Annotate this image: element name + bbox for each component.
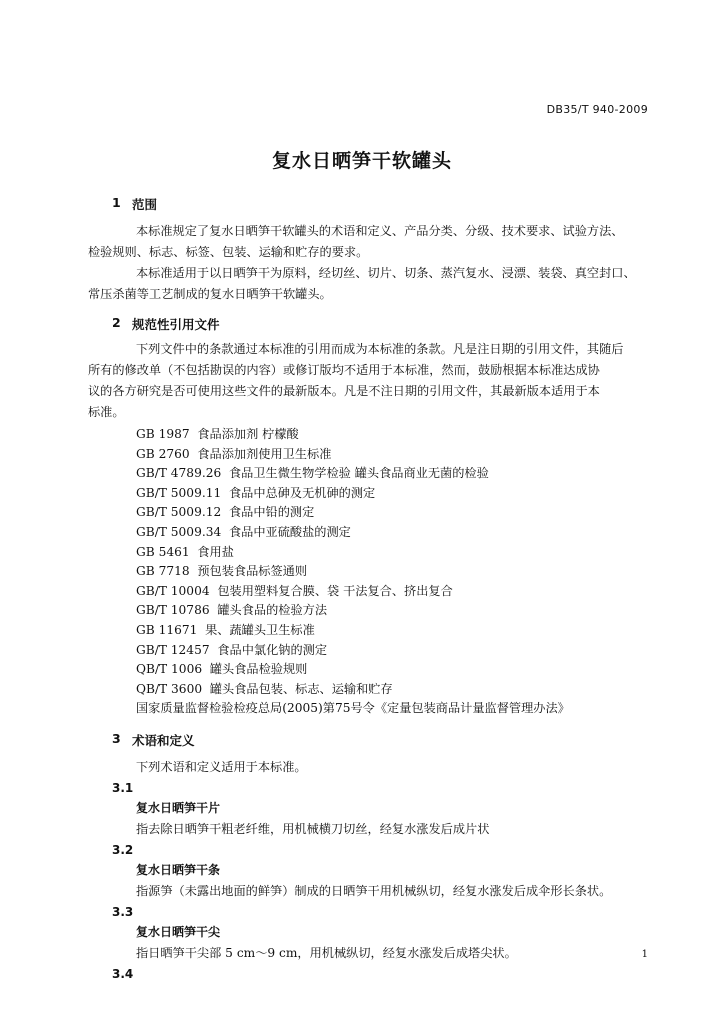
reference-item: GB/T 5009.11 食品中总砷及无机砷的测定	[136, 485, 376, 500]
section-title: 规范性引用文件	[132, 317, 220, 332]
reference-item: GB/T 10004 包装用塑料复合膜、袋 干法复合、挤出复合	[136, 583, 453, 598]
section-title: 术语和定义	[132, 732, 195, 748]
reference-item: GB/T 5009.34 食品中亚硫酸盐的测定	[136, 524, 351, 539]
term-definition: 指日晒笋干尖部 5 cm～9 cm，用机械纵切，经复水涨发后成塔尖状。	[136, 945, 517, 960]
section-number: 2	[112, 315, 121, 330]
reference-item: QB/T 3600 罐头食品包装、标志、运输和贮存	[136, 681, 393, 696]
paragraph	[88, 339, 650, 423]
section-title: 范围	[132, 197, 158, 212]
reference-item: GB 5461 食用盐	[136, 544, 234, 559]
document-code: DB35/T 940-2009	[546, 103, 648, 116]
document-title: 复水日晒笋干软罐头	[271, 150, 452, 172]
reference-item: GB 2760 食品添加剂使用卫生标准	[136, 446, 332, 461]
reference-item: GB/T 12457 食品中氯化钠的测定	[136, 642, 328, 657]
term-number: 3.1	[112, 780, 134, 795]
text-line: 标准。	[88, 405, 125, 419]
reference-item: GB/T 10786 罐头食品的检验方法	[136, 603, 328, 618]
text-line: 本标准规定了复水日晒笋干软罐头的术语和定义、产品分类、分级、技术要求、试验方法、	[136, 224, 624, 238]
text-line: 议的各方研究是否可使用这些文件的最新版本。凡是不注日期的引用文件，其最新版本适用于本	[88, 384, 600, 398]
reference-item: QB/T 1006 罐头食品检验规则	[136, 662, 308, 677]
text-line: 所有的修改单（不包括勘误的内容）或修订版均不适用于本标准，然而，鼓励根据本标准达成协	[88, 363, 600, 377]
reference-item: GB 1987 食品添加剂 柠檬酸	[136, 427, 299, 441]
section-number: 1	[112, 195, 121, 210]
page-number: 1	[641, 949, 648, 960]
paragraph: 下列术语和定义适用于本标准。	[136, 759, 307, 774]
reference-item: GB/T 4789.26 食品卫生微生物学检验 罐头食品商业无菌的检验	[136, 466, 489, 481]
reference-item: 国家质量监督检验检疫总局(2005)第75号令《定量包装商品计量监督管理办法》	[136, 701, 570, 716]
section-number: 3	[112, 730, 121, 746]
term-name: 复水日晒笋干条	[136, 862, 221, 877]
text-line: 常压杀菌等工艺制成的复水日晒笋干软罐头。	[88, 287, 332, 301]
document-body	[88, 195, 650, 984]
term-name: 复水日晒笋干尖	[136, 924, 221, 939]
term-name: 复水日晒笋干片	[136, 800, 221, 815]
reference-list	[112, 425, 650, 719]
section-heading-terms	[112, 731, 650, 749]
term-number: 3.3	[112, 904, 134, 919]
paragraph	[88, 221, 650, 263]
text-line: 下列文件中的条款通过本标准的引用而成为本标准的条款。凡是注日期的引用文件，其随后	[136, 342, 624, 356]
paragraph	[88, 263, 650, 305]
term-definition: 指源笋（未露出地面的鲜笋）制成的日晒笋干用机械纵切，经复水涨发后成伞形长条状。	[136, 883, 612, 898]
term-number: 3.2	[112, 842, 134, 857]
text-line: 本标准适用于以日晒笋干为原料，经切丝、切片、切条、蒸汽复水、浸漂、装袋、真空封口、	[136, 266, 636, 280]
reference-item: GB/T 5009.12 食品中铅的测定	[136, 505, 315, 520]
section-heading-normative-references	[112, 315, 650, 333]
reference-item: GB 11671 果、蔬罐头卫生标准	[136, 622, 315, 637]
reference-item: GB 7718 预包装食品标签通则	[136, 564, 308, 579]
term-number: 3.4	[112, 966, 134, 981]
section-heading-scope	[112, 195, 650, 213]
text-line: 检验规则、标志、标签、包装、运输和贮存的要求。	[88, 245, 369, 259]
term-definition: 指去除日晒笋干粗老纤维，用机械横刀切丝，经复水涨发后成片状	[136, 821, 490, 836]
